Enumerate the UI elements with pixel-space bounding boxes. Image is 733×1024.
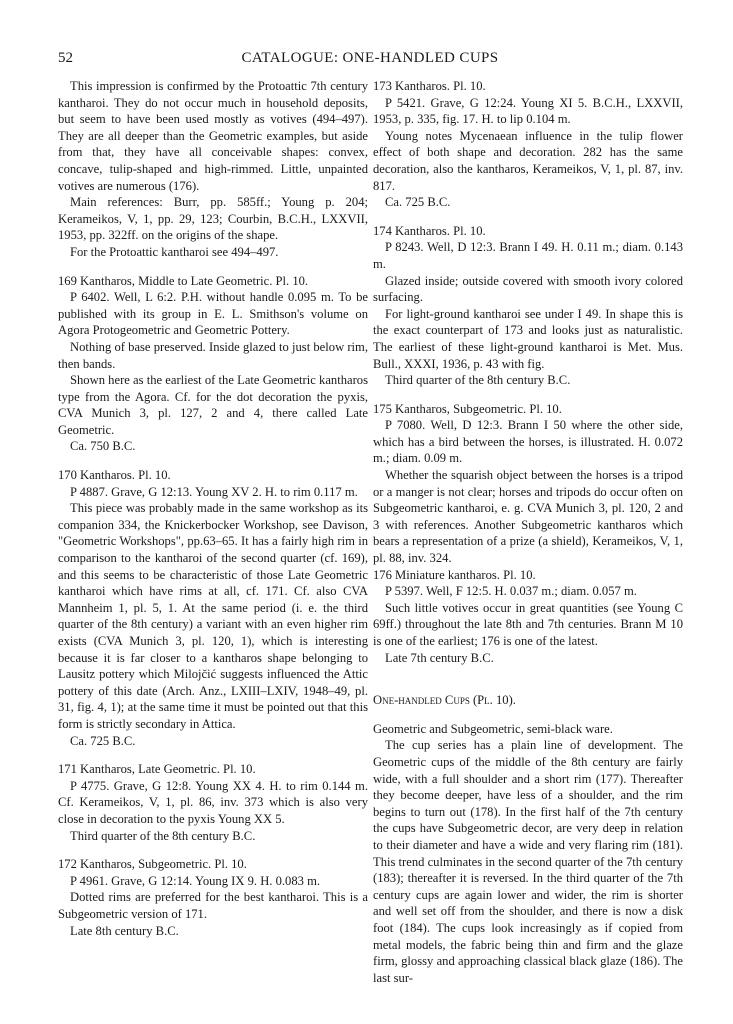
entry-169-note: Shown here as the earliest of the Late Geometric kantharos type from the Agora. Cf. for the dot decoration the pyxis, CVA Munich 3, pl. 127, 2 and 4, there called Late Geometric.: [58, 373, 368, 437]
entry-173-note: Young notes Mycenaean influence in the tulip flower effect of both shape and decoration. 282 has the same decoration, also the kantharos, Kerameikos, V, 1, pl. 87, inv. 817.: [373, 128, 683, 193]
entry-176-title: 176 Miniature kantharos. Pl. 10.: [373, 567, 536, 582]
entry-175-ref: P 7080. Well, D 12:3. Brann I 50 where the other side, which has a bird between the horses, is illustrated. H. 0.072 m.; diam. 0.09 m.: [373, 418, 683, 466]
entry-173-ref: P 5421. Grave, G 12:24. Young XI 5. B.C.H., LXXVII, 1953, p. 335, fig. 17. H. to lip 0.104 m.: [373, 95, 683, 127]
entry-175-title: 175 Kantharos, Subgeometric. Pl. 10.: [373, 401, 562, 416]
left-column: [58, 78, 368, 939]
entry-174-desc: Glazed inside; outside covered with smooth ivory colored surfacing.: [373, 273, 683, 305]
right-column: [373, 78, 683, 986]
entry-175-note: Whether the squarish object between the horses is a tripod or a manger is not clear; horses and tripods do occur often on Subgeometric kantharoi, e. g. CVA Munich 3, pl. 120, 2 and 3 with references. Another Subgeometric kantharos which bears a representation of a prize (a shield), Kerameikos, V, 1, pl. 88, inv. 324.: [373, 468, 683, 566]
entry-169-title: 169 Kantharos, Middle to Late Geometric. Pl. 10.: [58, 273, 309, 288]
entry-172-title: 172 Kantharos, Subgeometric. Pl. 10.: [58, 857, 247, 872]
entry-172-ref: P 4961. Grave, G 12:14. Young IX 9. H. 0.083 m.: [70, 873, 321, 888]
section-heading: One-handled Cups (Pl. 10).: [373, 693, 516, 708]
entry-170-note: This piece was probably made in the same workshop as its companion 334, the Knickerbocker Workshop, see Davison, "Geometric Workshops", pp.63–65. It has a fairly high rim in comparison to the kantharoi of the second quarter (cf. 169), and this seems to be characteristic of those Late Geometric kantharoi which have rims at all, cf. 171. Cf. also CVA Mannheim 1, pl. 5, 1. At the same period (i. e. the third quarter of the 8th century) a variant with an even higher rim exists (CVA Munich 3, pl. 120, 1), which is interesting because it is far closer to a kantharos shape belonging to Lausitz pottery which Milojčić suggests influenced the Attic pottery of this date (Arch. Anz., LXIII–LXIV, 1948–49, pl. 31, fig. 4, 1); at the same time it must be pointed out that this form is strictly secondary in Attica.: [58, 501, 368, 731]
entry-172-note: Dotted rims are preferred for the best kantharoi. This is a Subgeometric version of 171.: [58, 890, 368, 921]
entry-176-ref: P 5397. Well, F 12:5. H. 0.037 m.; diam. 0.057 m.: [385, 584, 637, 599]
entry-172-date: Late 8th century B.C.: [70, 923, 179, 938]
entry-173-title: 173 Kantharos. Pl. 10.: [373, 79, 486, 93]
entry-176-note: Such little votives occur in great quantities (see Young C 69ff.) throughout the late 8th and 7th centuries. Brann M 10 is one of the earliest; 176 is one of the latest.: [373, 600, 683, 648]
page-number: 52: [58, 50, 73, 66]
entry-170-ref: P 4887. Grave, G 12:13. Young XV 2. H. to rim 0.117 m.: [70, 484, 358, 499]
entry-169-ref: P 6402. Well, L 6:2. P.H. without handle 0.095 m. To be published with its group in E. L. Smithson's volume on Agora Protogeometric and Geometric Pottery.: [58, 290, 368, 338]
section-subheading: Geometric and Subgeometric, semi-black ware.: [373, 721, 613, 736]
entry-171-date: Third quarter of the 8th century B.C.: [70, 828, 256, 843]
section-paragraph: The cup series has a plain line of development. The Geometric cups of the middle of the 8th century are fairly wide, with a full shoulder and a short rim (177). Thereafter they become deeper, have less of a shoulder, and the rim begins to turn out (178). In the first half of the 7th century the cups have Subgeometric decor, are very deep in relation to their diameter and have a wide and very flaring rim (181). This trend culminates in the second quarter of the 7th century (183); thereafter it is reversed. In the third quarter of the 7th century cups are again lower and wider, the rim is shorter and well set off from the shoulder, and there is now a disk foot (184). The cups look increasingly as if copied from metal models, the fabric being thin and firm and the glaze firm, glossy and approaching classical black glaze (186). The last sur-: [373, 738, 683, 985]
entry-174-date: Third quarter of the 8th century B.C.: [385, 373, 571, 388]
entry-171-title: 171 Kantharos, Late Geometric. Pl. 10.: [58, 762, 256, 777]
page-header: [58, 50, 682, 72]
intro-paragraph: This impression is confirmed by the Protoattic 7th century kantharoi. They do not occur much in household deposits, but seem to have been used mostly as votives (494–497). They are all deeper than the Geometric examples, but aside from that, they have all conceivable shapes: convex, concave, tulip-shaped and high-rimmed. Little, unpainted votives are numerous (176).: [58, 79, 368, 193]
entry-170-date: Ca. 725 B.C.: [70, 733, 136, 748]
entry-173-date: Ca. 725 B.C.: [385, 195, 451, 210]
protoattic-reference: For the Protoattic kantharoi see 494–497.: [70, 244, 279, 259]
entry-169-desc: Nothing of base preserved. Inside glazed to just below rim, then bands.: [58, 339, 368, 371]
entry-176-date: Late 7th century B.C.: [385, 650, 494, 665]
running-title: CATALOGUE: ONE-HANDLED CUPS: [241, 50, 499, 66]
entry-170-title: 170 Kantharos. Pl. 10.: [58, 468, 171, 483]
entry-169-date: Ca. 750 B.C.: [70, 439, 136, 454]
entry-174-note: For light-ground kantharoi see under I 49. In shape this is the exact counterpart of 173 and looks just as naturalistic. The earliest of these light-ground kantharoi is Met. Mus. Bull., XXXI, 1936, p. 43 with fig.: [373, 306, 683, 371]
entry-174-title: 174 Kantharos. Pl. 10.: [373, 223, 486, 238]
main-references: Main references: Burr, pp. 585ff.; Young p. 204; Kerameikos, V, 1, pp. 29, 123; Courbin, B.C.H., LXXVII, 1953, pp. 322ff. on the origins of the shape.: [58, 195, 368, 243]
entry-171-ref: P 4775. Grave, G 12:8. Young XX 4. H. to rim 0.144 m. Cf. Kerameikos, V, 1, pl. 86, inv. 373 which is also very close in decoration to the pyxis Young XX 5.: [58, 778, 368, 826]
entry-174-ref: P 8243. Well, D 12:3. Brann I 49. H. 0.11 m.; diam. 0.143 m.: [373, 240, 683, 271]
